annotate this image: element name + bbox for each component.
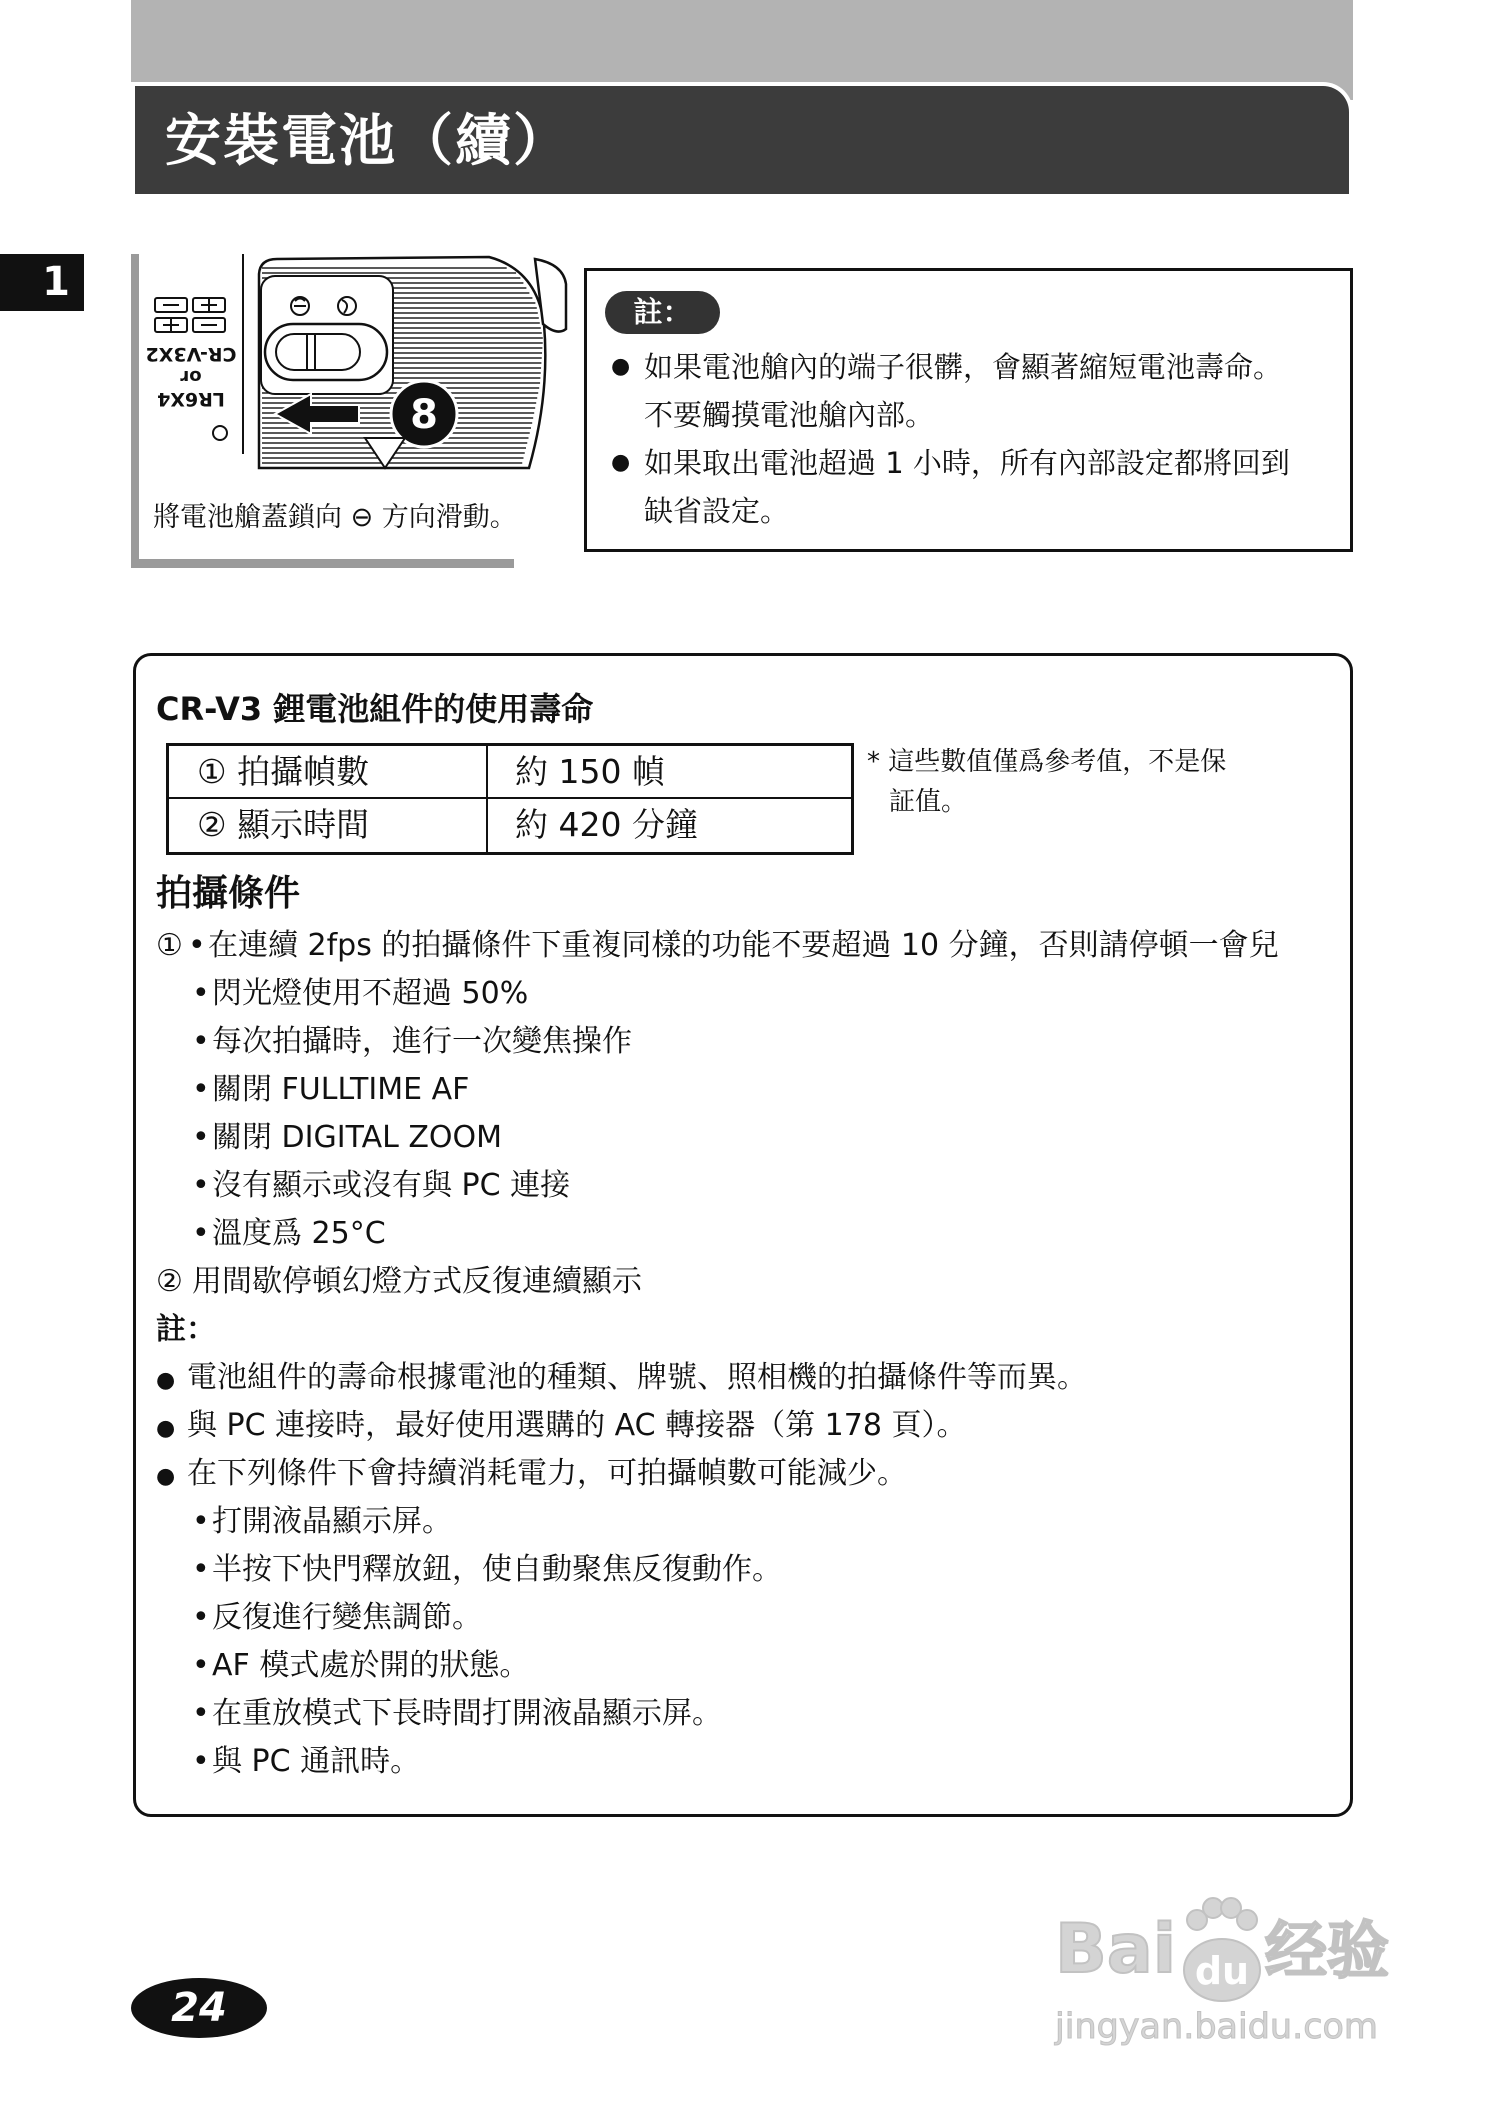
battery-life-title: CR-V3 鋰電池組件的使用壽命	[156, 690, 594, 728]
list-item	[156, 1258, 1336, 1306]
bullet-dot: ●	[156, 1416, 176, 1441]
table-cell-value: 約 150 幀	[515, 752, 665, 791]
item-text: 半按下快門釋放鈕，使自動聚焦反復動作。	[212, 1552, 782, 1587]
section-header	[131, 82, 1353, 194]
bullet: •	[192, 1216, 210, 1251]
illustration-caption: 將電池艙蓋鎖向 ⊖ 方向滑動。	[153, 502, 517, 533]
bullet: •	[192, 1120, 210, 1155]
bullet: •	[192, 1552, 210, 1587]
list-item	[156, 1210, 1336, 1258]
watermark-brand-right: 经验	[1265, 1914, 1390, 1987]
notes-title: 註：	[156, 1312, 216, 1347]
item-text: 關閉 DIGITAL ZOOM	[212, 1120, 503, 1155]
bullet-dot: ●	[611, 354, 631, 379]
bullet-dot: ●	[156, 1368, 176, 1393]
note-text: 如果取出電池超過 1 小時，所有內部設定都將回到	[644, 446, 1290, 480]
bullet: •	[192, 1072, 210, 1107]
note-box	[584, 268, 1353, 552]
illustration-frame-left	[131, 254, 139, 568]
item-text: 電池組件的壽命根據電池的種類、牌號、照相機的拍攝條件等而異。	[187, 1360, 1087, 1395]
watermark-brand-left: Bai	[1055, 1910, 1177, 1989]
list-item	[156, 1546, 1336, 1594]
item-text: 閃光燈使用不超過 50%	[212, 976, 529, 1011]
screw-hole	[213, 426, 227, 440]
note-text: 不要觸摸電池艙內部。	[644, 398, 935, 432]
table-cell-label: ② 顯示時間	[169, 799, 488, 852]
item-text: 關閉 FULLTIME AF	[212, 1072, 470, 1107]
bullet: •	[192, 1648, 210, 1683]
lock-switch-knob	[276, 334, 360, 370]
item-text: 在下列條件下會持續消耗電力，可拍攝幀數可能減少。	[187, 1456, 907, 1491]
bullet: •	[192, 1504, 210, 1539]
bullet-dot: ●	[156, 1464, 176, 1489]
page-number: 24	[131, 1978, 267, 2038]
step-number: 8	[410, 392, 438, 438]
bullet: •	[192, 1024, 210, 1059]
list-item	[156, 1162, 1336, 1210]
item-text: 與 PC 通訊時。	[212, 1744, 421, 1779]
bullet-dot: ●	[611, 450, 631, 475]
chapter-number: 1	[42, 259, 70, 305]
item-text: 在重放模式下長時間打開液晶顯示屏。	[212, 1696, 722, 1731]
paw-icon	[1175, 1890, 1265, 2005]
watermark-brand-paw: du	[1194, 1949, 1250, 1993]
list-item	[156, 1066, 1336, 1114]
item-text: 溫度爲 25°C	[212, 1216, 386, 1251]
note-item	[587, 343, 1347, 391]
item-text: 用間歇停頓幻燈方式反復連續顯示	[192, 1264, 642, 1299]
table-row	[169, 746, 851, 799]
note-item-continued	[587, 391, 1347, 439]
battery-label-lr6x4: LR6X4	[157, 388, 225, 410]
battery-label-or: or	[180, 366, 202, 387]
item-text: 在連續 2fps 的拍攝條件下重複同樣的功能不要超過 10 分鐘，否則請停頓一會兒	[208, 928, 1279, 963]
table-cell-value: 約 420 分鐘	[515, 805, 698, 844]
note-item	[587, 439, 1347, 487]
list-item	[156, 1450, 1336, 1498]
illustration-frame-bottom	[131, 559, 514, 568]
list-item	[156, 922, 1336, 970]
chapter-tab	[0, 254, 84, 311]
note-text: 如果電池艙內的端子很髒，會顯著縮短電池壽命。	[644, 350, 1283, 384]
list-item	[156, 1018, 1336, 1066]
note-badge: 註：	[605, 291, 720, 334]
bullet: •	[192, 1744, 210, 1779]
battery-life-box	[133, 653, 1353, 1817]
note-list	[587, 343, 1347, 535]
circle-marker: ②	[156, 1264, 183, 1299]
list-item	[156, 1738, 1336, 1786]
battery-life-table	[166, 743, 854, 855]
battery-label-cr-v3x2: CR-V3X2	[145, 343, 237, 365]
page-title: 安裝電池（續）	[165, 109, 571, 174]
footnote-line: 証值。	[889, 787, 968, 817]
conditions-title: 拍攝條件	[156, 873, 301, 914]
list-item	[156, 1114, 1336, 1162]
circle-marker: ①	[156, 928, 183, 963]
conditions-list	[156, 922, 1336, 1786]
battery-cover-illustration	[139, 254, 569, 479]
table-cell-label: ① 拍攝幀數	[169, 746, 488, 797]
footnote-line: * 這些數值僅爲參考值，不是保	[867, 747, 1227, 777]
list-item	[156, 970, 1336, 1018]
watermark-url: jingyan.baidu.com	[1055, 2007, 1378, 2047]
baidu-jingyan-watermark	[1050, 1890, 1400, 2060]
item-text: AF 模式處於開的狀態。	[212, 1648, 530, 1683]
table-row	[169, 799, 851, 852]
list-item	[156, 1402, 1336, 1450]
list-item	[156, 1690, 1336, 1738]
list-item	[156, 1498, 1336, 1546]
list-item	[156, 1354, 1336, 1402]
item-text: 打開液晶顯示屏。	[212, 1504, 452, 1539]
battery-polarity-icon	[155, 298, 225, 332]
bullet: •	[188, 928, 206, 963]
item-text: 每次拍攝時，進行一次變焦操作	[212, 1024, 632, 1059]
note-item-continued	[587, 487, 1347, 535]
item-text: 沒有顯示或沒有與 PC 連接	[212, 1168, 571, 1203]
table-footnote	[867, 742, 1226, 822]
bullet: •	[192, 1696, 210, 1731]
bullet: •	[192, 1600, 210, 1635]
note-text: 缺省設定。	[644, 494, 790, 528]
bullet: •	[192, 1168, 210, 1203]
item-text: 與 PC 連接時，最好使用選購的 AC 轉接器（第 178 頁）。	[187, 1408, 967, 1443]
list-item	[156, 1642, 1336, 1690]
bullet: •	[192, 976, 210, 1011]
list-item	[156, 1594, 1336, 1642]
item-text: 反復進行變焦調節。	[212, 1600, 482, 1635]
